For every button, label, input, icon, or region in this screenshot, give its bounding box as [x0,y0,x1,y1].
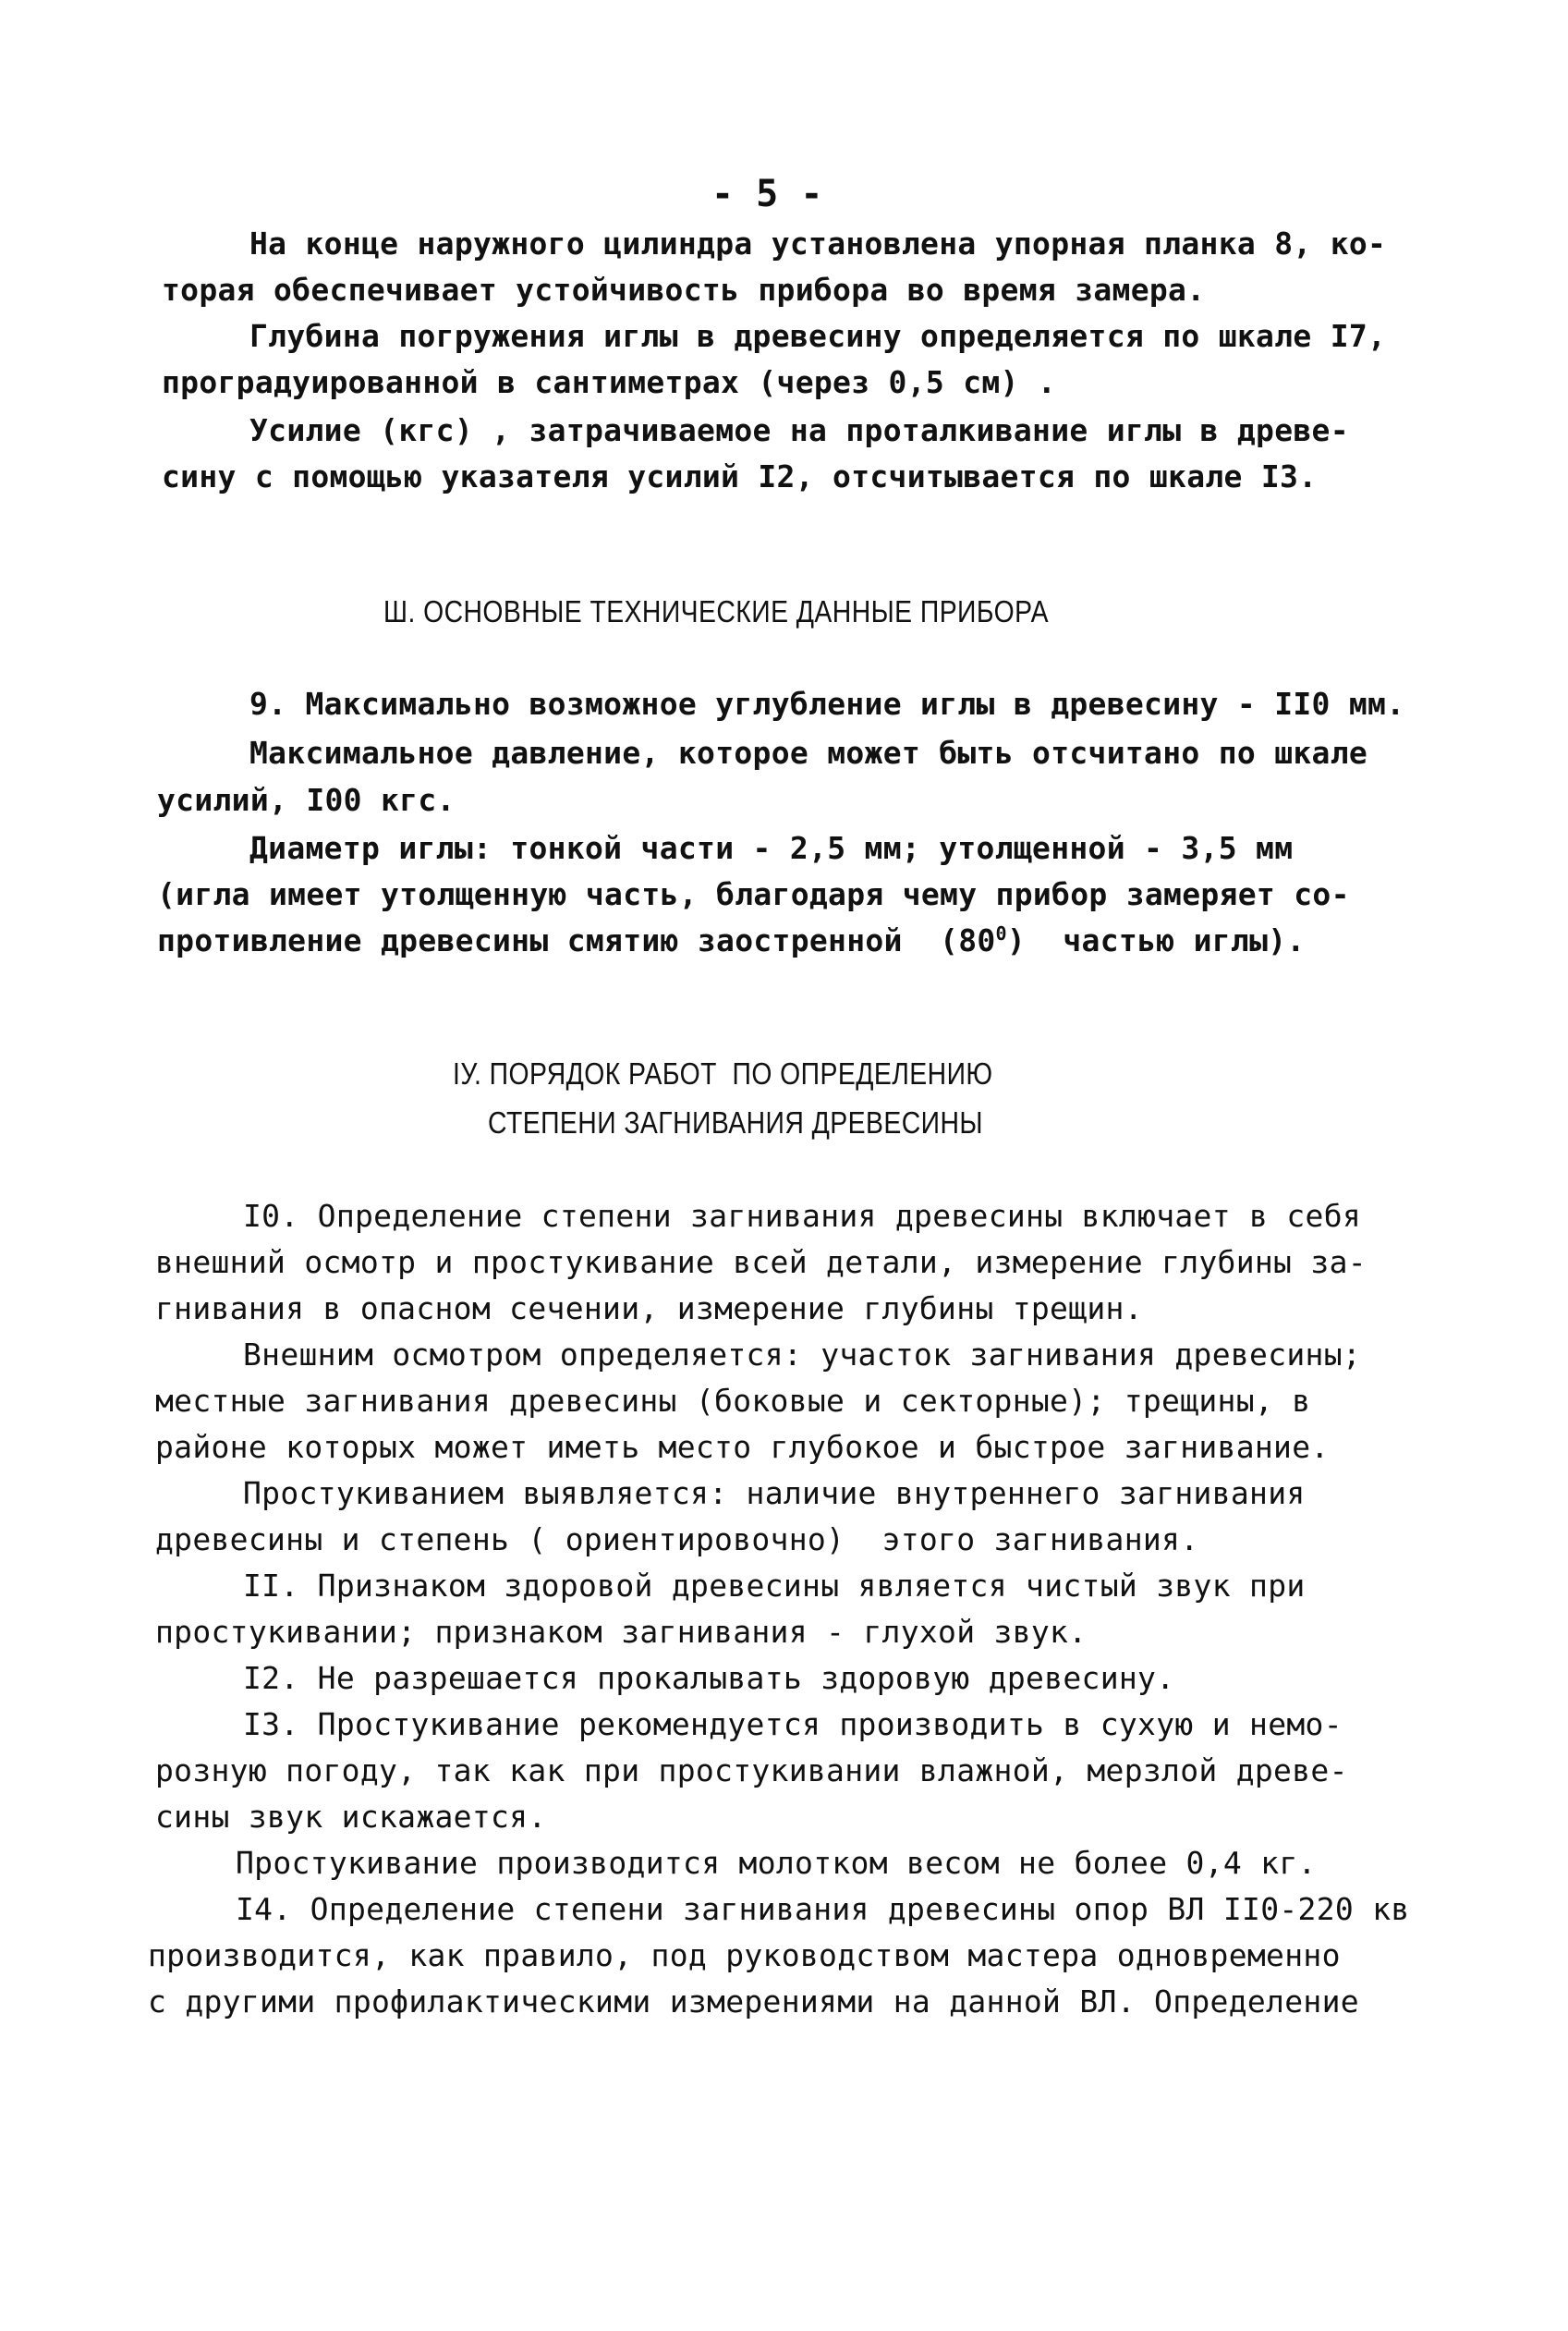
text-line: Усилие (кгс) , затрачиваемое на проталкивание иглы в древе- [249,412,1349,448]
section-heading-3: Ш. ОСНОВНЫЕ ТЕХНИЧЕСКИЕ ДАННЫЕ ПРИБОРА [383,594,1049,629]
text-line: проградуированной в сантиметрах (через 0,5 см) . [162,364,1057,400]
text-line: I3. Простукивание рекомендуется производить в сухую и немо- [243,1706,1343,1742]
text-line: с другими профилактическими измерениями на данной ВЛ. Определение [148,1983,1359,2020]
text-line: розную погоду, так как при простукивании влажной, мерзлой древе- [155,1752,1348,1788]
text-line: Максимальное давление, которое может быть отсчитано по шкале [249,735,1368,771]
text-line: сину с помощью указателя усилий I2, отсчитывается по шкале I3. [162,458,1318,494]
text-line: простукивании; признаком загнивания - глухой звук. [155,1614,1088,1650]
text-line: 9. Максимально возможное углубление иглы в древесину - II0 мм. [249,686,1405,722]
text-line: I0. Определение степени загнивания древесины включает в себя [243,1198,1362,1234]
degree-superscript: 0 [995,922,1007,945]
text-line: Простукивание производится молотком весом не более 0,4 кг. [236,1845,1317,1881]
text-line: районе которых может иметь место глубокое и быстрое загнивание. [155,1429,1330,1465]
section-heading-4-line2: СТЕПЕНИ ЗАГНИВАНИЯ ДРЕВЕСИНЫ [488,1105,983,1140]
text-line: гнивания в опасном сечении, измерение глубины трещин. [155,1290,1143,1326]
text-line: Внешним осмотром определяется: участок загнивания древесины; [243,1336,1362,1373]
text-line: торая обеспечивает устойчивость прибора во время замера. [162,272,1206,308]
text-span: противление древесины смятию заостренной (80 [157,922,996,958]
text-line: местные загнивания древесины (боковые и секторные); трещины, в [155,1383,1311,1419]
section-heading-4-line1: IУ. ПОРЯДОК РАБОТ ПО ОПРЕДЕЛЕНИЮ [453,1056,993,1091]
text-span: ) частью иглы). [1006,922,1306,958]
text-line: На конце наружного цилиндра установлена упорная планка 8, ко- [249,226,1387,262]
text-line: древесины и степень ( ориентировочно) этого загнивания. [155,1521,1199,1557]
text-line: производится, как правило, под руководством мастера одновременно [148,1937,1341,1973]
text-line: Простукиванием выявляется: наличие внутреннего загнивания [243,1475,1306,1511]
text-line: II. Признаком здоровой древесины является чистый звук при [243,1568,1306,1604]
text-line: (игла имеет утолщенную часть, благодаря чему прибор замеряет со- [157,876,1350,912]
text-line: сины звук искажается. [155,1799,547,1835]
page-number: - 5 - [711,173,823,215]
text-line: I4. Определение степени загнивания древесины опор ВЛ II0-220 кв [236,1891,1410,1927]
text-line: Диаметр иглы: тонкой части - 2,5 мм; утолщенной - 3,5 мм [249,830,1294,866]
text-line: I2. Не разрешается прокалывать здоровую древесину. [243,1660,1175,1696]
text-line: усилий, I00 кгс. [157,782,456,818]
text-line [157,922,1306,959]
text-line: внешний осмотр и простукивание всей детали, измерение глубины за- [155,1244,1367,1280]
text-line: Глубина погружения иглы в древесину определяется по шкале I7, [249,318,1387,354]
